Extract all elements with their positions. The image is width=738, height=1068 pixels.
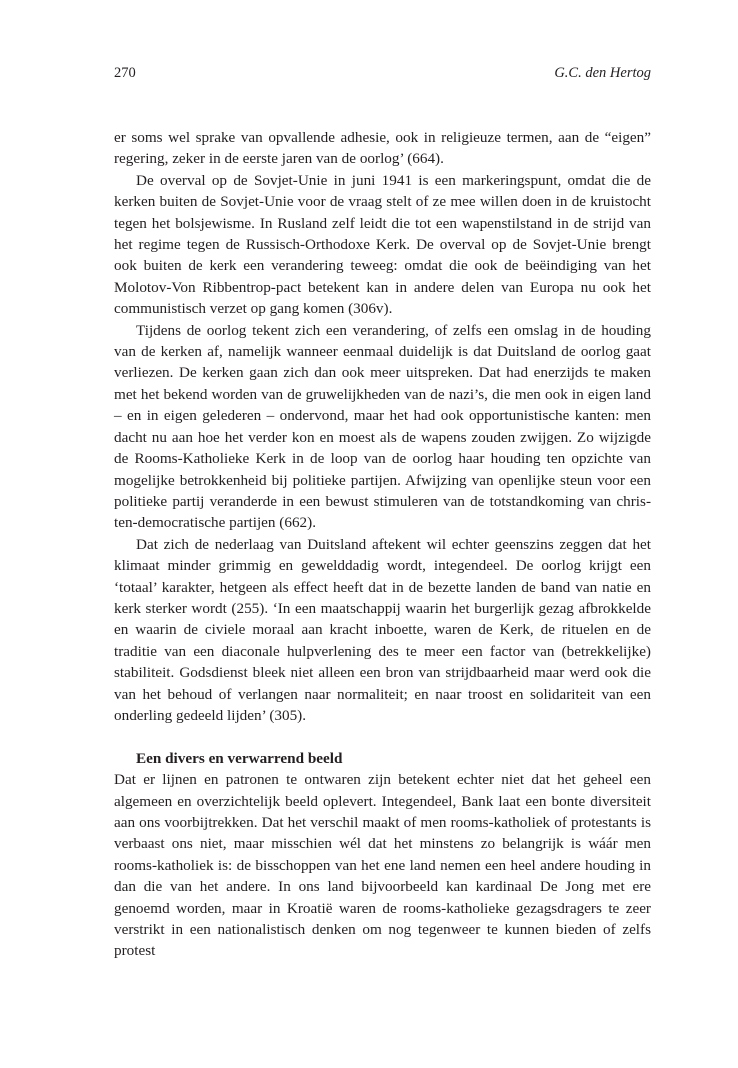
running-head-author: G.C. den Hertog [554,65,651,81]
paragraph-continued: er soms wel sprake van opvallende adhesie, ook in religieuze termen, aan de “eigen” regering, zeker in de eerste jaren van de oorlog’ (664). [114,129,651,168]
paragraph: Tijdens de oorlog tekent zich een verandering, of zelfs een omslag in de houding van de kerken af, namelijk wanneer eenmaal duidelijk is dat Duitsland de oorlog gaat verliezen. De kerken gaan zich dan ook meer uitspreken. Dat had enerzijds te maken met het bekend worden van de gruwelijkheden van de nazi’s, die men ook in eigen land – en in eigen gelederen – ondervond, maar het had ook opportunistische kanten: men dacht nu aan hoe het verder kon en moest als de wapens zouden zwijgen. Zo wijzigde de Rooms-Katholieke Kerk in de loop van de oorlog haar houding ten opzichte van mogelijke betrokkenheid bij politieke partijen. Afwijzing van openlijke steun voor een politieke partij veranderde in een bewust stimuleren van de totstandkoming van christen-democratische partijen (662). [114,321,651,532]
body-text [114,127,651,962]
page-number: 270 [114,65,136,81]
section-heading: Een divers en verwarrend beeld [136,749,343,767]
paragraph: Dat er lijnen en patronen te ontwaren zijn betekent echter niet dat het geheel een algemeen en overzichtelijk beeld oplevert. Integendeel, Bank laat een bonte diversiteit aan ons voorbijtrekken. Dat het verschil maakt of men rooms-katholiek of protestants is verbaast ons niet, maar misschien wél dat het minstens zo belangrijk is wáár men rooms-katholiek is: de bisschoppen van het ene land nemen een heel andere houding in dan die van het andere. In ons land bijvoorbeeld kan kardinaal De Jong met ere genoemd worden, maar in Kroatië waren de rooms-katholieke gezagsdragers te zeer verstrikt in een nationalistisch denken om nog tegenweer te kunnen bieden of zelfs protest [114,771,651,960]
paragraph: Dat zich de nederlaag van Duitsland aftekent wil echter geenszins zeggen dat het klimaat minder grimmig en gewelddadig wordt, integendeel. De oorlog krijgt een ‘totaal’ karakter, hetgeen als effect heeft dat in de bezette landen de band van natie en kerk sterker wordt (255). ‘In een maatschappij waarin het burgerlijk gezag afbrokkelde en waarin de civiele moraal aan kracht inboette, waren de Kerk, de rituelen en de traditie van een diaconale hulpverlening des te meer een factor van (betrekkelijke) stabiliteit. Godsdienst bleek niet alleen een bron van strijdbaarheid maar werd ook die van het behoud of verlangen naar normaliteit; en naar troost en solidariteit van een onderling gedeeld lijden’ (305). [114,535,651,724]
paragraph: De overval op de Sovjet-Unie in juni 1941 is een markeringspunt, omdat die de kerken buiten de Sovjet-Unie voor de vraag stelt of ze mee willen doen in de kruistocht tegen het bolsjewisme. In Rusland zelf leidt die tot een wapenstilstand in de strijd van het regime tegen de Russisch-Orthodoxe Kerk. De overval op de Sovjet-Unie brengt ook buiten de kerk een verandering teweeg: omdat die ook de beëindiging van het Molotov-Von Ribbentrop-pact betekent kan in andere delen van Europa nu ook het communistisch verzet op gang komen (306v). [114,171,651,318]
